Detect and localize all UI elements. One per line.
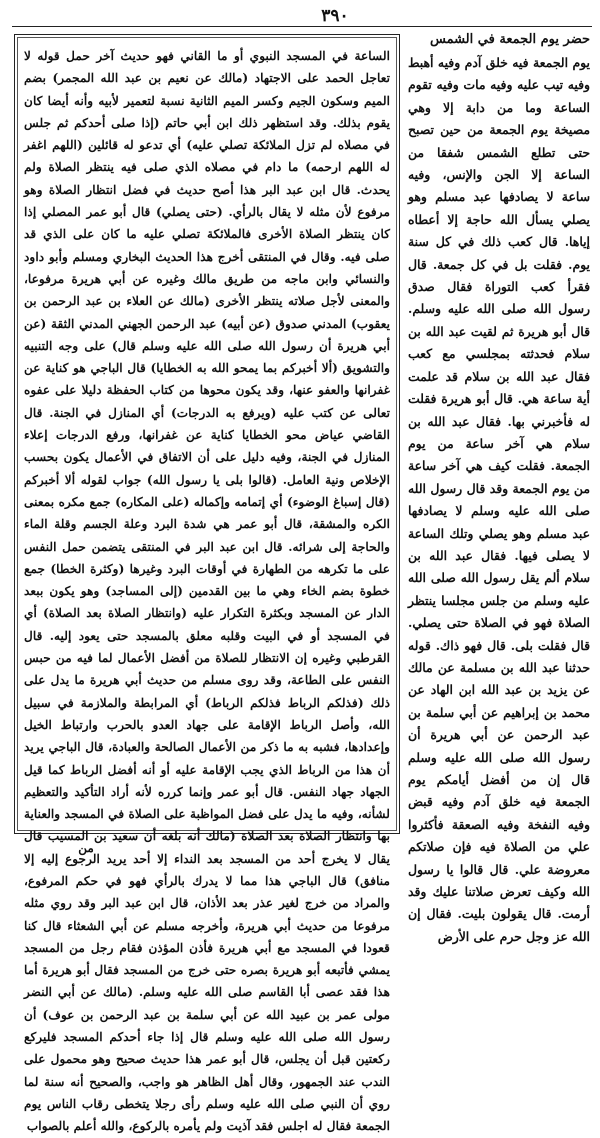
main-commentary-text: الساعة في المسجد النبوي أو ما القاني فهو حديث آخر حمل قوله لا تعاجل الحمد على الاجتهاد (مالك عن نعيم بن عبد الله المجمر) بضم الميم وسكون الجيم وكسر الميم الثانية نسبة لتعمير لأبيه وأنه أيضا كان يقوم بذلك. وقد استظهر ذلك ابن أبي حاتم (إذا صلى أحدكم ثم جلس في مصلاه لم تزل الملائكة تصلي عليه) أي تدعو له قائلين (اللهم اغفر له اللهم ارحمه) ما دام في مصلاه الذي صلى فيه ينتظر الصلاة ولم يحدث. قال ابن عبد البر هذا أصح حديث في فضل انتظار الصلاة وهو مرفوع لأن مثله لا يقال بالرأي. (حتى يصلي) قال أبو عمر المصلي إذا كان ينتظر الصلاة الأخرى فالملائكة تصلي عليه ما كان على الذي قد صلى فيه. وقال في المنتقى أخرج هذا الحديث البخاري ومسلم وأبو داود والنسائي وابن ماجه من طريق مالك وغيره عن أبي هريرة مرفوعا، والمعنى لأجل صلاته ينتظر الأخرى (مالك عن العلاء بن عبد الرحمن بن يعقوب) المدني صدوق (عن أبيه) عبد الرحمن الجهني المدني الثقة (عن أبي هريرة أن رسول الله صلى الله عليه وسلم قال) على وجه التنبيه والتشويق (ألا أخبركم بما يمحو الله به الخطايا) قال الباجي هو كناية عن غفرانها والعفو عنها، وقد يكون محوها من كتاب الحفظة دليلا على عفوه تعالى عن كتب عليه (ويرفع به الدرجات) أي المنازل في الجنة. قال القاضي عياض محو الخطايا كناية عن غفرانها، ورفع الدرجات إعلاء المنازل في الجنة، وفيه دليل على أن الاتفاق في الأعمال يكون بحسب الإخلاص ونية العامل. (قالوا بلى يا رسول الله) جواب لقوله ألا أخبركم (قال إسباغ الوضوء) أي إتمامه وإكماله (على المكاره) جمع مكره بمعنى الكره والمشقة، قال أبو عمر هي شدة البرد وعلة الجسم وقلة الماء والحاجة إلى شرائه. قال ابن عبد البر في المنتقى يتضمن حمل النفس على ما تكرهه من الطهارة في أوقات البرد وغيرها (وكثرة الخطا) جمع خطوة بضم الخاء وهي ما بين القدمين (إلى المساجد) وهو يكون ببعد الدار عن المسجد وبكثرة التكرار عليه (وانتظار الصلاة بعد الصلاة) أي في المسجد أو في البيت وقلبه معلق بالمسجد حتى يعود إليه. قال القرطبي وغيره إن الانتظار للصلاة من أفضل الأعمال لما فيه من حبس النفس على الطاعة، وقد روى مسلم من حديث أبي هريرة ما يدل على ذلك (فذلكم الرباط فذلكم الرباط) أي المرابطة والملازمة في سبيل الله، وأصل الرباط الإقامة على جهاد العدو بالحرب وارتباط الخيل وإعدادها، فشبه به ما ذكر من الأعمال الصالحة والعبادة، قال الباجي يريد أن هذا من الرباط الذي يجب الإقامة عليه أو أنه أفضل الرباط كما قيل الجهاد جهاد النفس. قال أبو عمر وإنما كرره لأنه أراد التأكيد والتعظيم لشأنه، وفيه ما يدل على فضل المواظبة على الصلاة في المسجد والعناية بها وانتظار الصلاة بعد الصلاة (مالك أنه بلغه أن سعيد بن المسيب قال يقال لا يخرج أحد من المسجد بعد النداء إلا أحد يريد الرجوع إليه إلا منافق) قال الباجي هذا مما لا يدرك بالرأي فهو في حكم المرفوع، والمراد من خرج لغير عذر بعد الأذان، قال ابن عبد البر وقد روي مثله مرفوعا من حديث أبي هريرة، وأخرجه مسلم عن أبي الشعثاء قال كنا قعودا في المسجد مع أبي هريرة فأذن المؤذن فقام رجل من المسجد يمشي فأتبعه أبو هريرة بصره حتى خرج من المسجد فقال أبو هريرة أما هذا فقد عصى أبا القاسم صلى الله عليه وسلم. (مالك عن أبي النضر مولى عمر بن عبيد الله عن أبي سلمة بن عبد الرحمن بن عوف) أن رسول الله صلى الله عليه وسلم قال إذا جاء أحدكم المسجد فليركع ركعتين قبل أن يجلس، قال أبو عمر هذا حديث صحيح وهو محمول على الندب عند الجمهور، وقال أهل الظاهر هو واجب، والصحيح أنه سنة لما روي أن النبي صلى الله عليه وسلم رأى رجلا يتخطى رقاب الناس يوم الجمعة فقال له اجلس فقد آذيت ولم يأمره بالركوع، والله أعلم بالصواب — [24, 49, 390, 1134]
catchword: من — [78, 841, 94, 855]
side-column-header: حضر يوم الجمعة في الشمس — [430, 32, 590, 47]
side-column — [404, 30, 592, 944]
header-rule — [12, 26, 592, 27]
side-commentary-text: يوم الجمعة فيه خلق آدم وفيه أهبط وفيه تيب عليه وفيه مات وفيه تقوم الساعة وما من دابة إلا وهي مصيخة يوم الجمعة من حين تصبح حتى تطلع الشمس شفقا من الساعة إلا الجن والإنس، وفيه ساعة لا يصادفها عبد مسلم وهو يصلي يسأل الله حاجة إلا أعطاه إياها. قال كعب ذلك في كل سنة يوم. فقلت بل في كل جمعة. قال فقرأ كعب التوراة فقال صدق رسول الله صلى الله عليه وسلم. قال أبو هريرة ثم لقيت عبد الله بن سلام فحدثته بمجلسي مع كعب فقال عبد الله بن سلام قد علمت أية ساعة هي. قال أبو هريرة فقلت له فأخبرني بها. فقال عبد الله بن سلام هي آخر ساعة من يوم الجمعة. فقلت كيف هي آخر ساعة من يوم الجمعة وقد قال رسول الله صلى الله عليه وسلم لا يصادفها عبد مسلم وهو يصلي وتلك الساعة لا يصلى فيها. فقال عبد الله بن سلام ألم يقل رسول الله صلى الله عليه وسلم من جلس مجلسا ينتظر الصلاة فهو في الصلاة حتى يصلي. قال فقلت بلى. قال فهو ذاك. قوله حدثنا عبد الله بن مسلمة عن مالك عن يزيد بن عبد الله ابن الهاد عن محمد بن إبراهيم عن أبي سلمة بن عبد الرحمن عن أبي هريرة أن رسول الله صلى الله عليه وسلم قال إن من أفضل أيامكم يوم الجمعة فيه خلق آدم وفيه قبض وفيه النفخة وفيه الصعقة فأكثروا علي من الصلاة فيه فإن صلاتكم معروضة علي. قال قالوا يا رسول الله وكيف تعرض صلاتنا عليك وقد أرمت. قال يقولون بليت. فقال إن الله عز وجل حرم على الأرض — [408, 55, 590, 944]
main-text-frame — [14, 34, 400, 1134]
page-number: ٣٩٠ — [321, 6, 349, 26]
